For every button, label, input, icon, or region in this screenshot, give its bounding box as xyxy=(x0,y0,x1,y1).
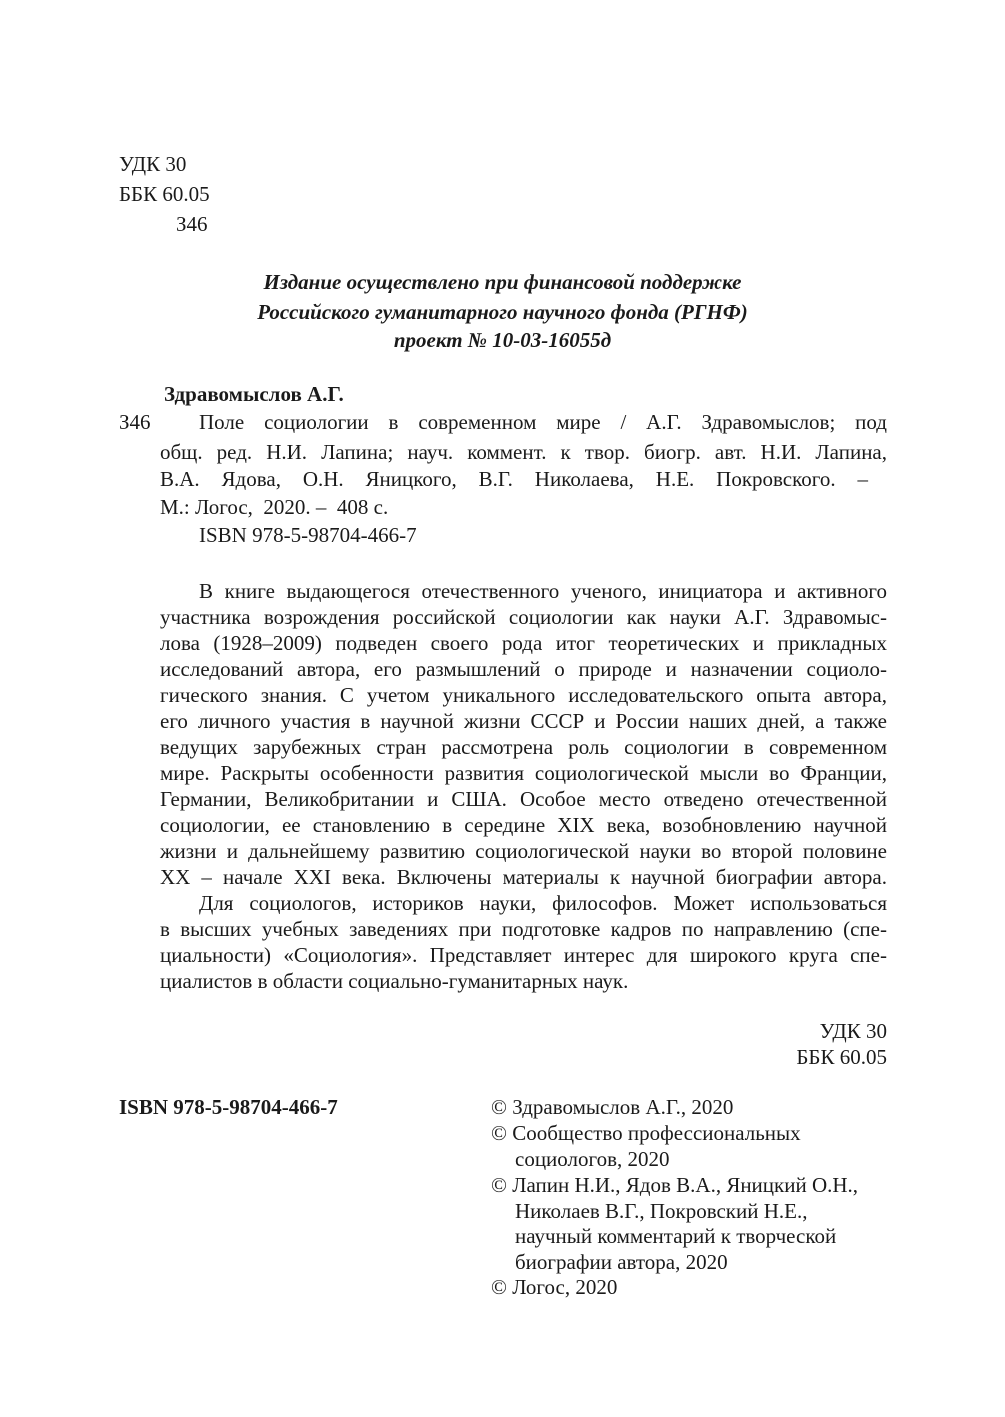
abstract-line: в высших учебных заведениях при подготовке кадров по направлению (спе- xyxy=(160,917,887,941)
copyright-line: © Логос, 2020 xyxy=(491,1275,618,1299)
abstract-line: XX – начале XXI века. Включены материалы к научной биографии автора. xyxy=(160,865,887,889)
bottom-udk: УДК 30 xyxy=(819,1019,887,1043)
copyright-line: © Здравомыслов А.Г., 2020 xyxy=(491,1095,734,1119)
abstract-line: его личного участия в научной жизни СССР и России наших дней, а также xyxy=(160,709,887,733)
top-udk: УДК 30 xyxy=(119,152,187,176)
copyright-line: Николаев В.Г., Покровский Н.Е., xyxy=(515,1199,808,1223)
isbn-bold: ISBN 978-5-98704-466-7 xyxy=(119,1095,338,1119)
abstract-line: Для социологов, историков науки, философов. Может использоваться xyxy=(199,891,887,915)
top-author-mark: З46 xyxy=(176,212,208,236)
top-bbk: ББК 60.05 xyxy=(119,182,210,206)
abstract-line: лова (1928–2009) подведен своего рода итог теоретических и прикладных xyxy=(160,631,887,655)
catalog-line-1: Поле социологии в современном мире / А.Г. Здравомыслов; под xyxy=(199,410,887,434)
abstract-line: циалистов в области социально-гуманитарных наук. xyxy=(160,969,629,993)
catalog-isbn: ISBN 978-5-98704-466-7 xyxy=(199,523,417,547)
copyright-line: © Лапин Н.И., Ядов В.А., Яницкий О.Н., xyxy=(491,1173,859,1197)
abstract-line: циальности) «Социология». Представляет интерес для широкого круга спе- xyxy=(160,943,887,967)
copyright-line: © Сообщество профессиональных xyxy=(491,1121,801,1145)
abstract-line: гического знания. С учетом уникального исследовательского опыта автора, xyxy=(160,683,887,707)
support-line-1: Издание осуществлено при финансовой поддержке xyxy=(263,270,742,294)
catalog-mark: З46 xyxy=(119,410,151,434)
catalog-line-3: В.А. Ядова, О.Н. Яницкого, В.Г. Николаева, Н.Е. Покровского. – xyxy=(160,467,868,491)
abstract-line: участника возрождения российской социологии как науки А.Г. Здравомыс- xyxy=(160,605,887,629)
catalog-line-2: общ. ред. Н.И. Лапина; науч. коммент. к твор. биогр. авт. Н.И. Лапина, xyxy=(160,440,887,464)
abstract-line: В книге выдающегося отечественного ученого, инициатора и активного xyxy=(199,579,887,603)
abstract-line: мире. Раскрыты особенности развития социологической мысли во Франции, xyxy=(160,761,887,785)
abstract-line: жизни и дальнейшему развитию социологической науки во второй половине xyxy=(160,839,887,863)
abstract-line: ведущих зарубежных стран рассмотрена роль социологии в современном xyxy=(160,735,887,759)
abstract-line: социологии, ее становлению в середине XIX века, возобновлению научной xyxy=(160,813,887,837)
catalog-author: Здравомыслов А.Г. xyxy=(164,382,344,406)
support-line-3: проект № 10-03-16055д xyxy=(393,328,612,352)
support-line-2: Российского гуманитарного научного фонда (РГНФ) xyxy=(257,300,748,324)
bottom-bbk: ББК 60.05 xyxy=(796,1045,887,1069)
catalog-line-4: М.: Логос, 2020. – 408 с. xyxy=(160,495,389,519)
copyright-line: социологов, 2020 xyxy=(515,1147,670,1171)
abstract-line: исследований автора, его размышлений о природе и назначении социоло- xyxy=(160,657,887,681)
abstract-line: Германии, Великобритании и США. Особое место отведено отечественной xyxy=(160,787,887,811)
copyright-line: научный комментарий к творческой xyxy=(515,1224,837,1248)
copyright-line: биографии автора, 2020 xyxy=(515,1250,728,1274)
